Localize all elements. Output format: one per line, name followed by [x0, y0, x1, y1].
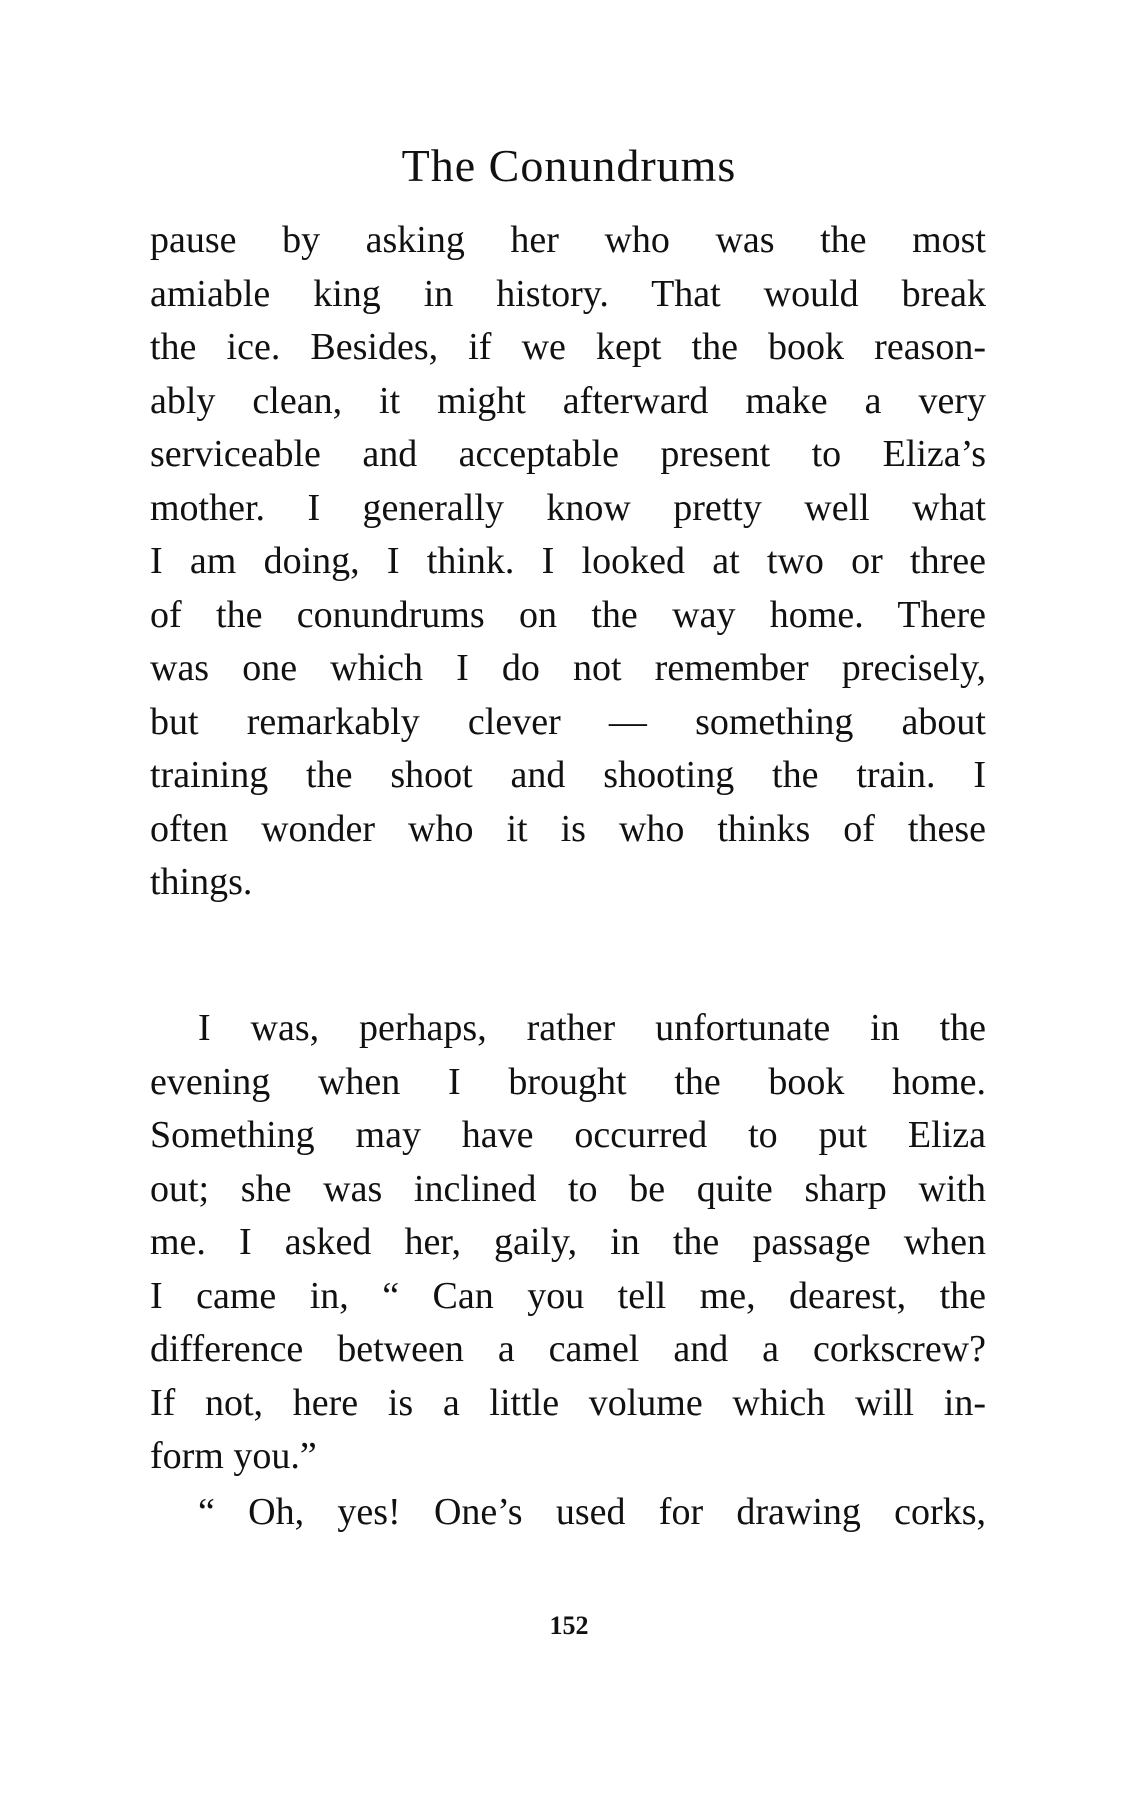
paragraph-3 — [150, 1486, 986, 1540]
text-line: difference between a camel and a corkscrew? — [150, 1328, 986, 1370]
text-line: Something may have occurred to put Eliza — [150, 1114, 986, 1156]
paragraph-2 — [150, 1002, 986, 1484]
text-line: me. I asked her, gaily, in the passage when — [150, 1221, 986, 1263]
text-line: pause by asking her who was the most — [150, 219, 986, 261]
running-head: The Conundrums — [401, 140, 737, 191]
text-line: mother. I generally know pretty well what — [150, 486, 986, 529]
text-line: often wonder who it is who thinks of these — [150, 807, 986, 850]
text-line: amiable king in history. That would break — [150, 272, 986, 315]
text-line: of the conundrums on the way home. There — [150, 593, 986, 636]
text-line: but remarkably clever — something about — [150, 700, 986, 743]
text-line: serviceable and acceptable present to Eliza’s — [150, 433, 986, 475]
text-line: I was, perhaps, rather unfortunate in the — [198, 1007, 986, 1049]
text-line: evening when I brought the book home. — [150, 1060, 986, 1103]
text-line: out; she was inclined to be quite sharp with — [150, 1167, 986, 1210]
text-line: I came in, “ Can you tell me, dearest, the — [150, 1274, 986, 1317]
text-line: If not, here is a little volume which will in- — [150, 1381, 986, 1424]
text-line: things. — [150, 861, 253, 903]
paragraph-1 — [150, 214, 986, 910]
text-line: was one which I do not remember precisely, — [150, 647, 986, 689]
text-line: training the shoot and shooting the train. I — [150, 754, 986, 796]
text-line: “ Oh, yes! One’s used for drawing corks, — [198, 1491, 986, 1533]
text-line: form you.” — [150, 1435, 317, 1477]
text-line: the ice. Besides, if we kept the book reason- — [150, 326, 986, 368]
page-number: 152 — [549, 1611, 589, 1640]
text-line: ably clean, it might afterward make a very — [150, 379, 986, 422]
text-line: I am doing, I think. I looked at two or three — [150, 540, 986, 582]
